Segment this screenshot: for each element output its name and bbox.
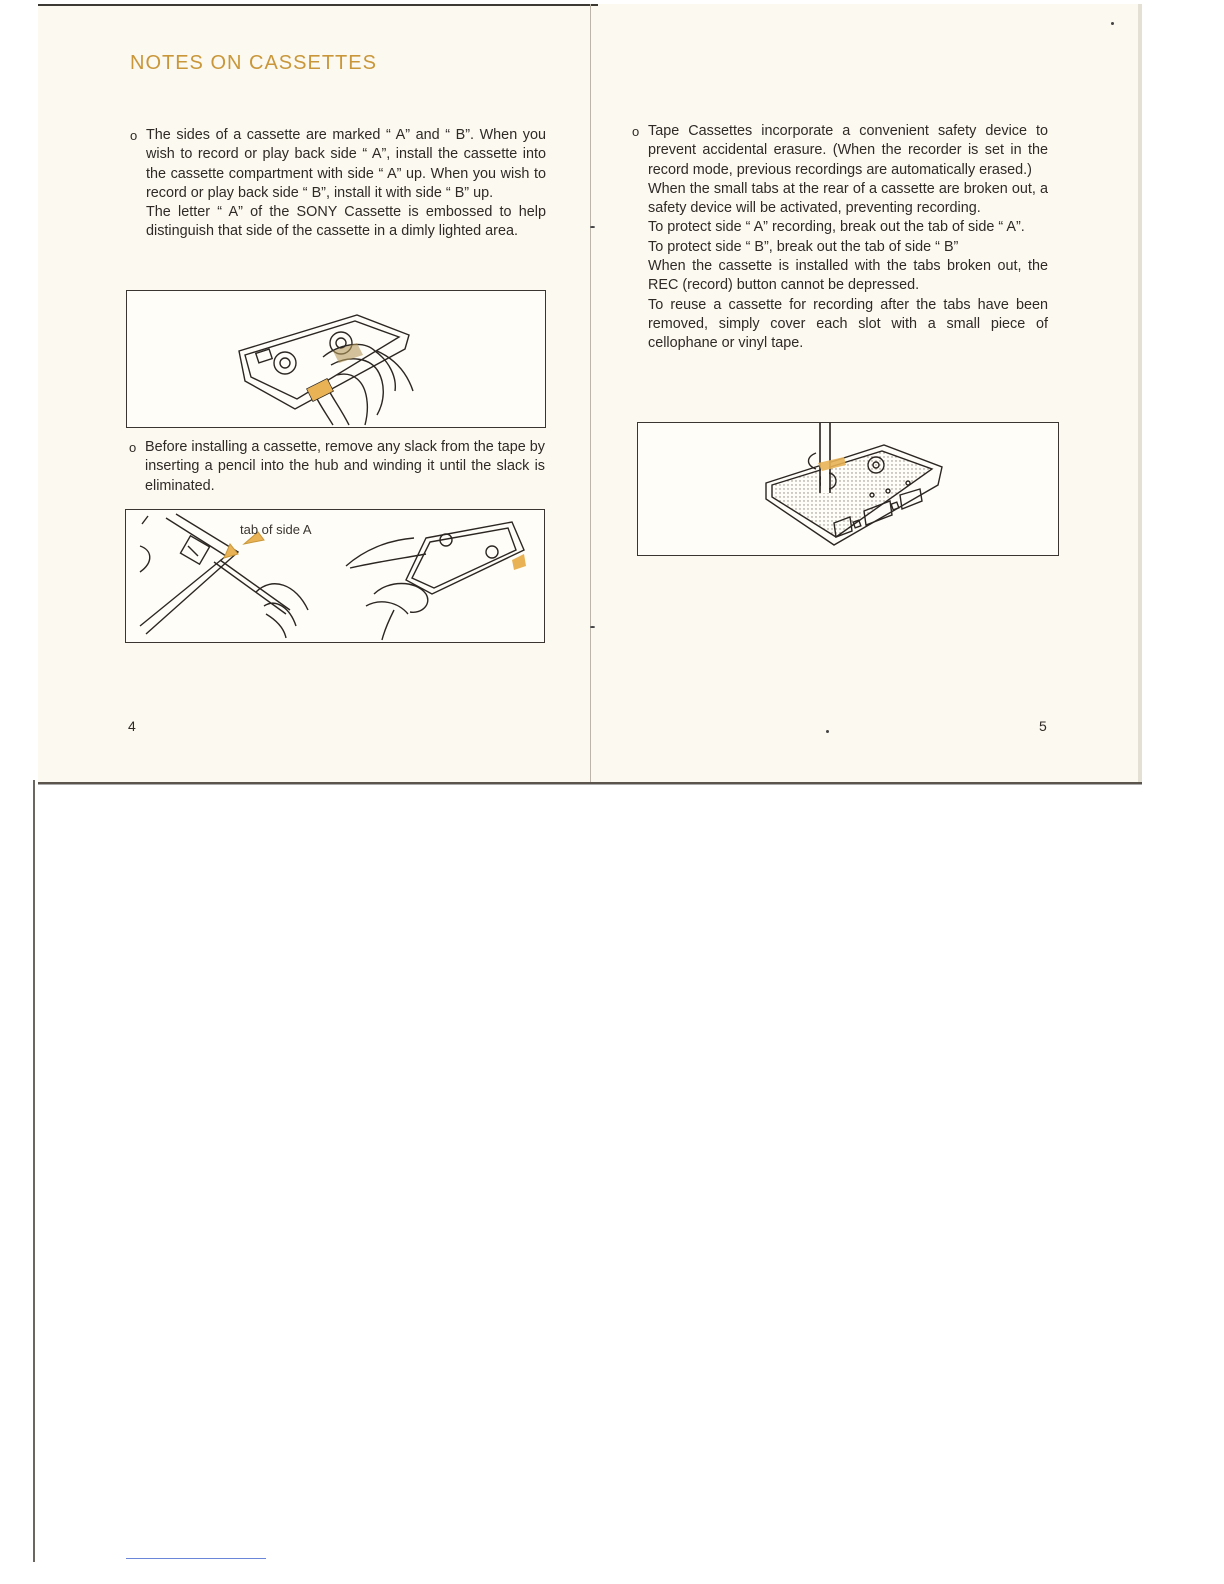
paragraph-slack-text: Before installing a cassette, remove any slack from the tape by inserting a pencil into the hub and winding it until the slack is eliminated. — [145, 439, 545, 494]
pencil-hub-illustration — [126, 510, 544, 642]
safety-line-6: To reuse a cassette for recording after the tabs have been removed, simply cover each slot with a small piece of cellophane or vinyl tape. — [648, 296, 1048, 352]
page-right — [590, 4, 1143, 782]
bullet-marker: o — [130, 128, 138, 143]
scan-speck — [1111, 22, 1114, 25]
scan-left-edge — [33, 780, 35, 1562]
scan-speck — [590, 626, 595, 628]
bullet-marker: o — [129, 440, 137, 455]
page-number-right: 5 — [1039, 718, 1047, 734]
paragraph-sides — [130, 126, 546, 242]
safety-line-1: Tape Cassettes incorporate a convenient safety device to prevent accidental erasure. (When the recorder is set in the record mode, previous recordings are automatically erased.) — [648, 123, 1048, 178]
cassette-tab-illustration — [638, 423, 1058, 555]
cassette-hand-illustration — [127, 291, 545, 427]
paragraph-slack — [129, 438, 545, 496]
figure-pencil-winding — [125, 509, 545, 643]
page-edge — [1138, 4, 1142, 782]
scan-speck — [826, 730, 829, 733]
tab-of-side-a-label: tab of side A — [240, 522, 312, 537]
safety-line-4: To protect side “ B”, break out the tab of side “ B” — [648, 238, 959, 255]
paragraph-safety — [632, 122, 1048, 354]
page-left — [38, 4, 591, 782]
figure-tab-breakout — [637, 422, 1059, 556]
safety-line-2: When the small tabs at the rear of a cassette are broken out, a safety device will be activated, preventing recording. — [648, 180, 1048, 217]
figure-install-cassette — [126, 290, 546, 428]
bullet-marker: o — [632, 124, 640, 139]
paragraph-sides-text: The sides of a cassette are marked “ A” and “ B”. When you wish to record or play back side “ A”, install the cassette into the cassette compartment with side “ A” up. When you wish to record or play back side “ B”, install it with side “ B” up. — [146, 127, 546, 201]
page-title: NOTES ON CASSETTES — [130, 52, 377, 74]
safety-line-5: When the cassette is installed with the tabs broken out, the REC (record) button cannot be depressed. — [648, 258, 1048, 294]
paragraph-embossed-text: The letter “ A” of the SONY Cassette is embossed to help distinguish that side of the cassette in a dimly lighted area. — [146, 204, 546, 240]
page-number-left: 4 — [128, 718, 136, 734]
scan-bottom-mark — [126, 1558, 266, 1559]
safety-line-3: To protect side “ A” recording, break out the tab of side “ A”. — [648, 219, 1025, 236]
scan-speck — [590, 226, 595, 228]
manual-spread — [38, 4, 1142, 784]
